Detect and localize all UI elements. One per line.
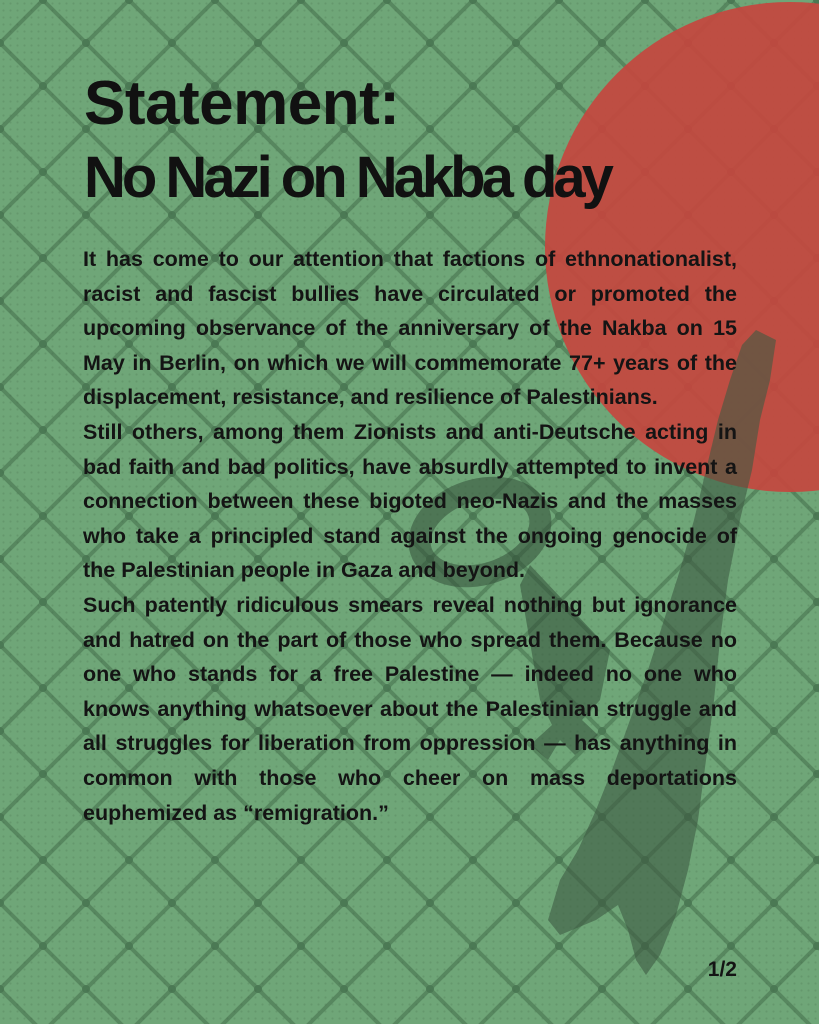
body-paragraph-2: Still others, among them Zionists and anti-Deutsche acting in bad faith and bad politics, have absurdly attempted to invent a connection between these bigoted neo-Nazis and the masses who take a principled stand against the ongoing genocide of the Palestinian people in Gaza and beyond. [83,419,737,583]
page-indicator: 1/2 [707,958,737,981]
body-paragraph-1: It has come to our attention that factions of ethnonationalist, racist and fascist bullies have circulated or promoted the upcoming observance of the anniversary of the Nakba on 15 May in Berlin, on which we will commemorate 77+ years of the displacement, resistance, and resilience of Palestinians. [83,247,737,410]
statement-body [83,242,737,830]
title-line-1: Statement: [84,69,400,138]
body-paragraph-3: Such patently ridiculous smears reveal nothing but ignorance and hatred on the part of those who spread them. Because no one who stands for a free Palestine — indeed no one who knows anything whatsoever about the Palestinian struggle and all struggles for liberation from oppression — has anything in common with those who cheer on mass deportations euphemized as “remigration.” [83,592,737,825]
title-line-2: No Nazi on Nakba day [84,145,610,210]
statement-title [84,70,610,218]
